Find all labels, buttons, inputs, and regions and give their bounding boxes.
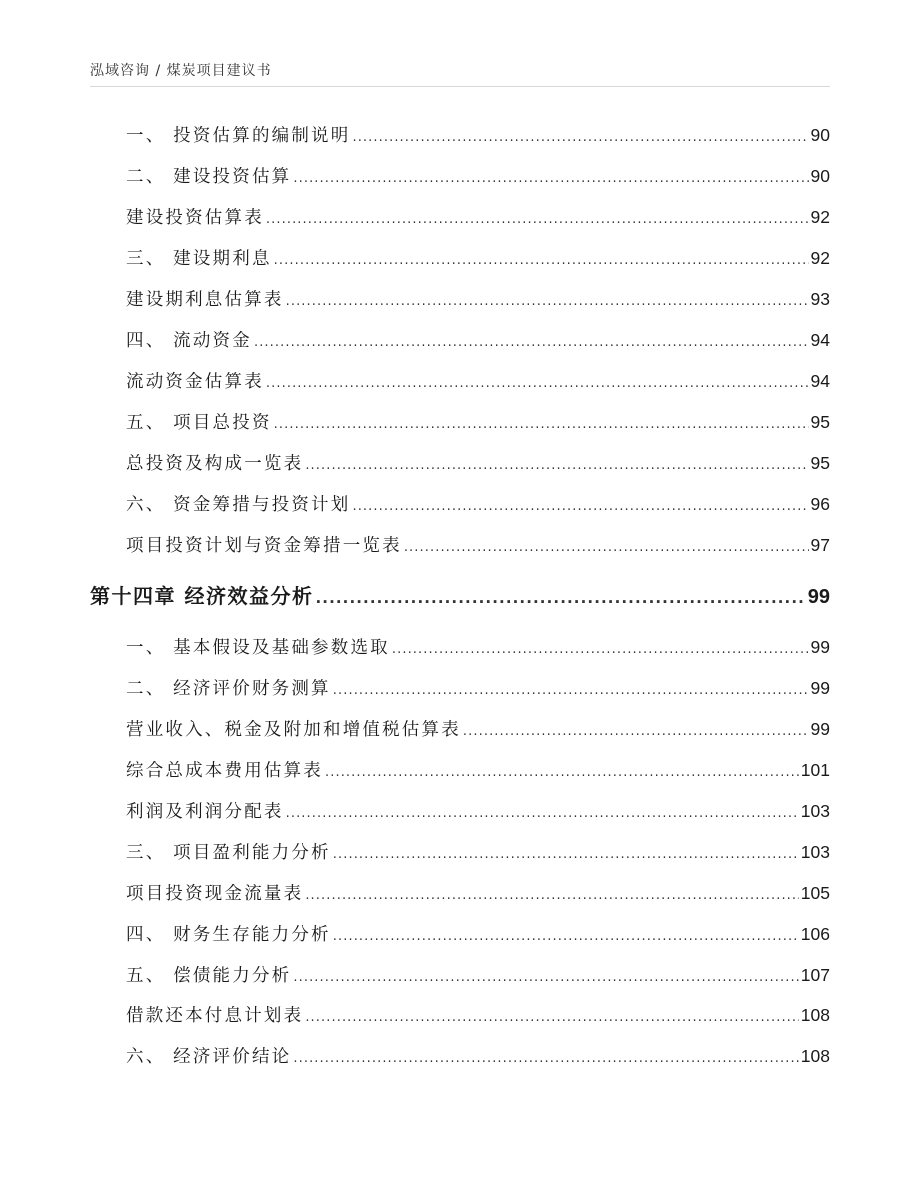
toc-entry[interactable]	[126, 797, 830, 825]
toc-dot-leader	[254, 327, 809, 357]
toc-dot-leader	[333, 921, 799, 951]
toc-dot-leader	[333, 839, 799, 869]
toc-entry-title: 总投资及构成一览表	[126, 454, 304, 474]
toc-entry[interactable]	[126, 715, 830, 743]
toc-entry-page: 90	[810, 125, 830, 145]
toc-dot-leader	[293, 163, 808, 193]
toc-entry-page: 105	[800, 883, 830, 903]
toc-entry-page: 96	[810, 494, 830, 514]
toc-entry-title: 营业收入、税金及附加和增值税估算表	[126, 720, 461, 740]
toc-entry-title: 三、 建设期利息	[126, 249, 272, 269]
toc-entry-page: 106	[800, 924, 830, 944]
toc-entry-title: 六、 资金筹措与投资计划	[126, 495, 351, 515]
toc-entry-page: 92	[810, 248, 830, 268]
toc-entry-title: 流动资金估算表	[126, 372, 264, 392]
toc-entry-page: 90	[810, 166, 830, 186]
toc-entry-title: 借款还本付息计划表	[126, 1006, 304, 1026]
toc-entry-page: 95	[810, 412, 830, 432]
toc-entry-page: 93	[810, 289, 830, 309]
toc-entry[interactable]	[126, 920, 830, 948]
toc-entry-title: 建设投资估算表	[126, 208, 264, 228]
toc-entry-page: 97	[810, 535, 830, 555]
toc-entry[interactable]	[126, 961, 830, 989]
toc-entry-page: 94	[810, 330, 830, 350]
toc-entry-title: 四、 流动资金	[126, 331, 252, 351]
toc-dot-leader	[274, 245, 809, 275]
toc-entry[interactable]	[126, 449, 830, 477]
toc-entry[interactable]	[126, 244, 830, 272]
toc-entry-page: 99	[810, 719, 830, 739]
toc-dot-leader	[266, 204, 809, 234]
toc-entry[interactable]	[126, 326, 830, 354]
toc-entry-title: 项目投资计划与资金筹措一览表	[126, 536, 402, 556]
toc-entry-title: 综合总成本费用估算表	[126, 761, 323, 781]
toc-dot-leader	[463, 716, 809, 746]
toc-dot-leader	[333, 675, 809, 705]
toc-entry-title: 四、 财务生存能力分析	[126, 925, 331, 945]
toc-entry-page: 99	[810, 678, 830, 698]
toc-dot-leader	[305, 1002, 798, 1032]
toc-entry-title: 利润及利润分配表	[126, 802, 284, 822]
toc-entry[interactable]	[126, 121, 830, 149]
toc-dot-leader	[286, 798, 799, 828]
toc-entry-page: 92	[810, 207, 830, 227]
toc-entry[interactable]	[126, 756, 830, 784]
toc-entry-page: 101	[800, 760, 830, 780]
toc-entry[interactable]	[126, 162, 830, 190]
toc-entry-title: 二、 经济评价财务测算	[126, 679, 331, 699]
toc-dot-leader	[286, 286, 809, 316]
toc-entry-title: 项目投资现金流量表	[126, 884, 304, 904]
toc-entry-page: 108	[800, 1005, 830, 1025]
toc-dot-leader	[274, 409, 809, 439]
toc-entry-page: 94	[810, 371, 830, 391]
toc-dot-leader	[315, 582, 805, 612]
toc-dot-leader	[305, 450, 808, 480]
toc-chapter-title: 第十四章 经济效益分析	[90, 584, 314, 608]
toc-entry[interactable]	[126, 531, 830, 559]
toc-entry-title: 一、 基本假设及基础参数选取	[126, 638, 390, 658]
toc-dot-leader	[266, 368, 809, 398]
toc-dot-leader	[392, 634, 809, 664]
toc-entry-title: 五、 偿债能力分析	[126, 966, 292, 986]
running-header: 泓域咨询 / 煤炭项目建议书	[90, 63, 272, 79]
toc-chapter-entry[interactable]	[90, 582, 830, 610]
toc-entry[interactable]	[126, 674, 830, 702]
toc-entry-page: 103	[800, 801, 830, 821]
toc-entry-title: 五、 项目总投资	[126, 413, 272, 433]
toc-entry[interactable]	[126, 879, 830, 907]
toc-entry-page: 99	[810, 637, 830, 657]
toc-entry-page: 107	[800, 965, 830, 985]
toc-entry-page: 103	[800, 842, 830, 862]
toc-dot-leader	[325, 757, 799, 787]
toc-entry[interactable]	[126, 1042, 830, 1070]
toc-entry[interactable]	[126, 408, 830, 436]
toc-dot-leader	[305, 880, 798, 910]
toc-entry[interactable]	[126, 367, 830, 395]
toc-entry[interactable]	[126, 633, 830, 661]
toc-entry-title: 六、 经济评价结论	[126, 1047, 292, 1067]
toc-entry[interactable]	[126, 1001, 830, 1029]
toc-entry[interactable]	[126, 838, 830, 866]
toc-entry-page: 108	[800, 1046, 830, 1066]
toc-entry-page: 95	[810, 453, 830, 473]
toc-entry[interactable]	[126, 490, 830, 518]
toc-entry-title: 一、 投资估算的编制说明	[126, 126, 351, 146]
toc-dot-leader	[293, 1043, 798, 1073]
toc-chapter-page: 99	[807, 586, 830, 608]
toc-dot-leader	[352, 491, 808, 521]
toc-dot-leader	[404, 532, 809, 562]
toc-entry-title: 建设期利息估算表	[126, 290, 284, 310]
toc-entry-title: 二、 建设投资估算	[126, 167, 292, 187]
toc-dot-leader	[293, 962, 798, 992]
toc-entry[interactable]	[126, 285, 830, 313]
toc-dot-leader	[352, 122, 808, 152]
toc-entry[interactable]	[126, 203, 830, 231]
toc-entry-title: 三、 项目盈利能力分析	[126, 843, 331, 863]
